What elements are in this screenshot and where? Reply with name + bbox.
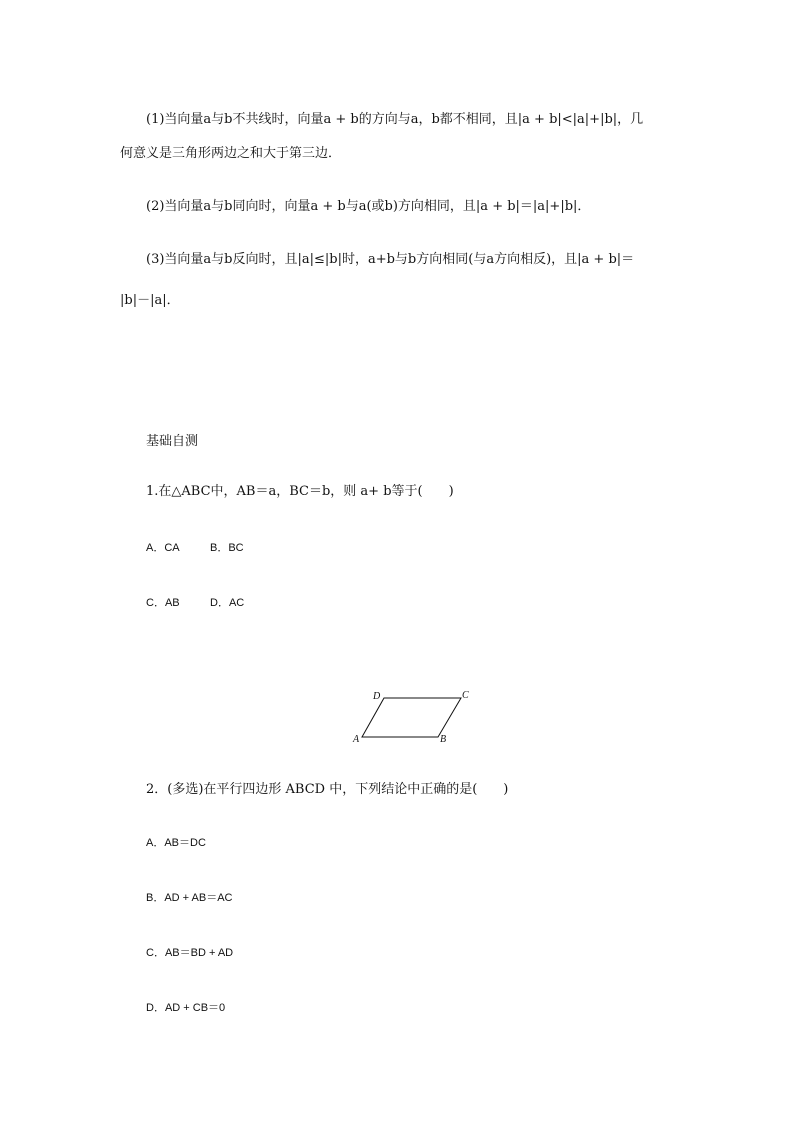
- q2-option-a[interactable]: A．AB＝DC: [146, 837, 206, 849]
- note-3-line-2: |b|－|a|．: [120, 293, 180, 308]
- note-2-line-1: (2)当向量a与b同向时，向量a + b与a(或b)方向相同，且|a + b|＝|a|+|b|．: [146, 199, 591, 214]
- q1-option-c[interactable]: C．AB: [146, 597, 180, 609]
- figure-label-c: C: [462, 690, 469, 701]
- figure-label-b: B: [440, 734, 447, 745]
- figure-label-d: D: [373, 691, 381, 702]
- q2-stem: 2．(多选)在平行四边形 ABCD 中，下列结论中正确的是( ): [146, 782, 509, 797]
- note-1-line-2: 何意义是三角形两边之和大于第三边．: [120, 146, 342, 161]
- section-title: 基础自测: [146, 434, 199, 449]
- q2-option-b[interactable]: B．AD + AB＝AC: [146, 892, 233, 904]
- q2-option-c[interactable]: C．AB＝BD + AD: [146, 947, 234, 959]
- note-1-line-1: (1)当向量a与b不共线时，向量a + b的方向与a，b都不相同，且|a + b|<|a|+|b|，几: [146, 112, 644, 127]
- figure-label-a: A: [353, 734, 360, 745]
- q1-option-b[interactable]: B．BC: [210, 542, 244, 554]
- note-3-line-1: (3)当向量a与b反向时，且|a|≤|b|时，a+b与b方向相同(与a方向相反)，且|a + b|＝: [146, 252, 635, 267]
- q2-option-d[interactable]: D．AD + CB＝0: [146, 1002, 226, 1014]
- q1-stem: 1.在△ABC中，AB＝a，BC＝b，则 a+ b等于( ): [146, 484, 454, 499]
- q1-option-a[interactable]: A．CA: [146, 542, 180, 554]
- parallelogram-shape: [362, 698, 461, 737]
- q1-option-d[interactable]: D．AC: [210, 597, 245, 609]
